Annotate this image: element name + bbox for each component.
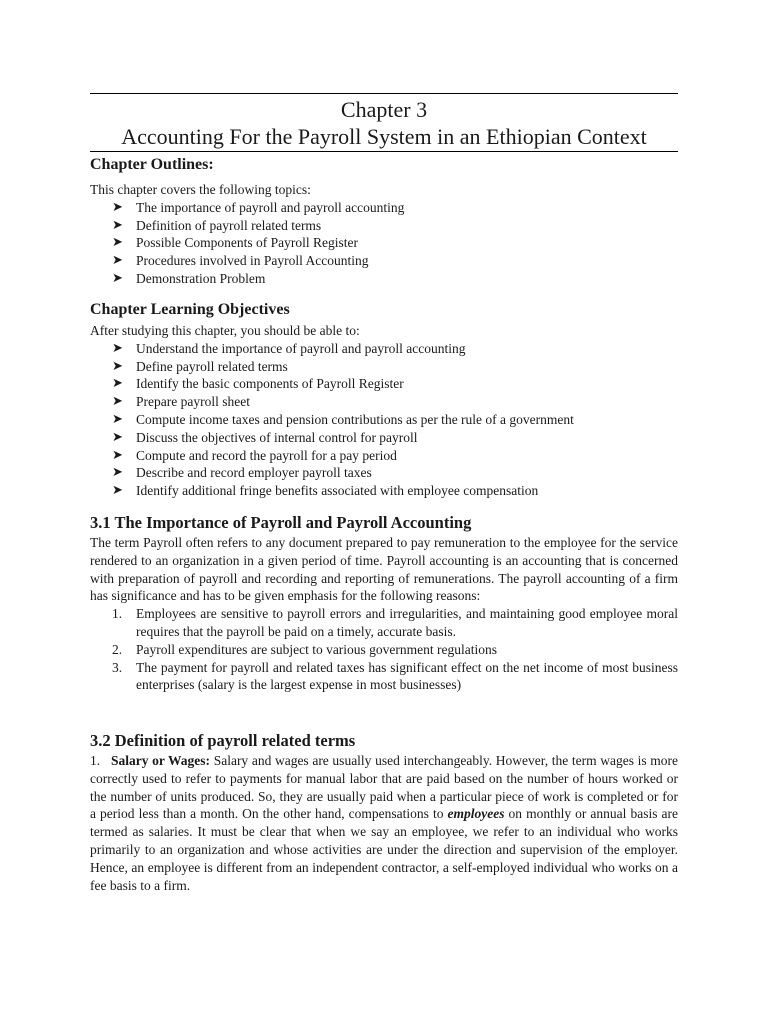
arrow-bullet-icon: ➤ [112,253,123,269]
section-3-1-paragraph: The term Payroll often refers to any document prepared to pay remuneration to the employee for the service rendered to an organization in a given period of time. Payroll accounting is an accounting that is concerned with preparation of payroll and recording and reporting of remunerations. The payroll accounting of a firm has significance and has to be given emphasis for the following reasons: [90,535,678,604]
definition-number: 1. [90,753,101,768]
list-item: ➤ Demonstration Problem [112,270,266,286]
list-item: 2. Payroll expenditures are subject to various government regulations [112,641,498,657]
section-3-1-heading: 3.1 The Importance of Payroll and Payroll Accounting [90,513,472,532]
definition-text-a: Salary and wages are usually used interchangeably. However, the term wages is more correctly used to refer to payments for manual labor that are paid based on the number of hours worked or the number of units produced. So, they are usually paid when a particular piece of work is completed or for a period less than a month. On the other hand, compensations to [90,753,678,822]
arrow-bullet-icon: ➤ [112,429,123,445]
list-item: ➤ Describe and record employer payroll taxes [112,465,372,481]
salary-wages-definition [90,752,678,894]
arrow-bullet-icon: ➤ [112,465,123,481]
arrow-bullet-icon: ➤ [112,358,123,374]
bottom-rule [90,151,678,152]
definition-emphasis: employees [447,806,505,822]
arrow-bullet-icon: ➤ [112,340,123,356]
reasons-list [90,605,678,694]
list-item: ➤ Prepare payroll sheet [112,394,250,410]
outlines-section [90,155,678,288]
arrow-bullet-icon: ➤ [112,376,123,392]
outlines-heading: Chapter Outlines: [90,156,214,173]
list-item: 1. Employees are sensitive to payroll errors and irregularities, and maintaining good employee moral requires that the payroll be paid on a timely, accurate basis. [112,606,678,639]
arrow-bullet-icon: ➤ [112,199,123,215]
list-item: ➤ Identify additional fringe benefits associated with employee compensation [112,483,539,499]
list-item: ➤ Define payroll related terms [112,358,288,374]
list-item: ➤ Discuss the objectives of internal control for payroll [112,429,418,445]
list-item: ➤ Possible Components of Payroll Register [112,235,358,251]
list-item: ➤ Definition of payroll related terms [112,217,322,233]
list-item: ➤ Procedures involved in Payroll Accounting [112,253,369,269]
outlines-list [90,199,678,288]
section-3-2-heading: 3.2 Definition of payroll related terms [90,731,356,750]
list-item: ➤ Identify the basic components of Payroll Register [112,376,404,392]
section-3-2 [90,731,678,894]
list-item: ➤ Compute and record the payroll for a pay period [112,447,397,463]
outlines-intro: This chapter covers the following topics: [90,182,311,197]
arrow-bullet-icon: ➤ [112,217,123,233]
arrow-bullet-icon: ➤ [112,394,123,410]
objectives-section [90,300,678,500]
objectives-intro: After studying this chapter, you should be able to: [90,323,360,338]
arrow-bullet-icon: ➤ [112,235,123,251]
definition-text-b: on monthly or annual basis are termed as salaries. It must be clear that when we say an employee, we refer to an individual who works primarily to an organization and whose activities are under the direction and supervision of the employer. Hence, an employee is different from an independent contractor, a self-employed individual who works on a fee basis to a firm. [90,806,678,893]
arrow-bullet-icon: ➤ [112,483,123,499]
arrow-bullet-icon: ➤ [112,270,123,286]
list-item: ➤ Compute income taxes and pension contributions as per the rule of a government [112,411,574,427]
arrow-bullet-icon: ➤ [112,447,123,463]
arrow-bullet-icon: ➤ [112,411,123,427]
list-item: ➤ Understand the importance of payroll and payroll accounting [112,340,466,356]
list-item: ➤ The importance of payroll and payroll accounting [112,199,405,215]
objectives-list [90,340,678,500]
list-item: 3. The payment for payroll and related taxes has significant effect on the net income of most business enterprises (salary is the largest expense in most businesses) [112,659,678,693]
top-rule [90,93,678,94]
definition-term: Salary or Wages: [111,753,211,768]
objectives-heading: Chapter Learning Objectives [90,301,290,318]
chapter-number: Chapter 3 [340,97,428,122]
section-3-1 [90,513,678,694]
chapter-title: Accounting For the Payroll System in an Ethiopian Context [121,124,647,149]
